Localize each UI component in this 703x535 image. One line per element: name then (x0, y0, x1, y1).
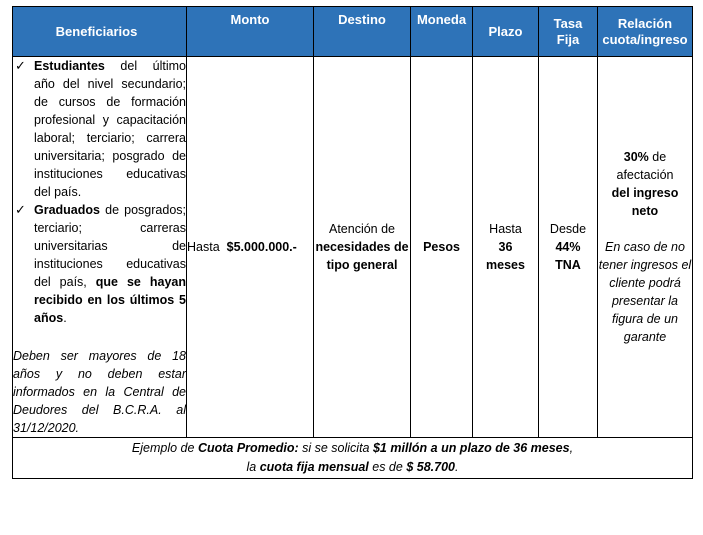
footer-text: . (454, 460, 459, 474)
moneda-cell (411, 57, 473, 438)
main-row (13, 57, 693, 438)
header-destino: Destino (314, 7, 411, 57)
header-monto: Monto (187, 7, 314, 57)
plazo-cell (473, 57, 539, 438)
footer-text: la (246, 460, 260, 474)
destino-cell (314, 57, 411, 438)
footer-bold: Cuota Promedio: (197, 441, 299, 455)
footer-bold: $1 millón a un plazo de 36 meses (372, 441, 570, 455)
eligibility-note: Deben ser mayores de 18 años y no deben estar informados en la Central de Deudores del B.C.R.A. al 31/12/2020. (13, 349, 186, 435)
header-beneficiarios: Beneficiarios (13, 7, 187, 57)
tasa-line1: Desde (549, 222, 587, 236)
destino-line1: Atención de (328, 222, 396, 236)
graduados-condition: que se hayan recibido en los últimos 5 años (34, 275, 186, 325)
footer-bold: $ 58.700 (406, 460, 455, 474)
tasa-type: TNA (555, 258, 581, 272)
graduados-label: Graduados (34, 203, 100, 217)
estudiantes-label: Estudiantes (34, 59, 105, 73)
relacion-bold: del ingreso neto (611, 186, 679, 218)
plazo-unit: meses (486, 258, 525, 272)
header-tasa-line2: Fija (556, 31, 580, 47)
beneficiario-item-estudiantes (13, 57, 186, 201)
check-icon: ✓ (15, 58, 26, 73)
footer-text: es de (368, 460, 407, 474)
loan-conditions-table (12, 6, 693, 479)
header-relacion-line1: Relación (617, 15, 673, 31)
tasa-rate: 44% (555, 240, 581, 254)
header-relacion (598, 7, 693, 57)
moneda-value: Pesos (423, 240, 460, 254)
tasa-cell (539, 57, 598, 438)
graduados-period: . (63, 311, 67, 325)
check-icon: ✓ (15, 202, 26, 217)
plazo-number: 36 (498, 240, 513, 254)
footer-text: si se solicita (298, 441, 373, 455)
estudiantes-text: del último año del nivel secundario; de cursos de formación profesional y capacitación laboral; terciario; carrera universitaria; posgrado de instituciones educativas del país. (34, 59, 186, 199)
footer-row (13, 438, 693, 479)
relacion-text: de afectación (616, 150, 674, 182)
monto-amount: $5.000.000.- (226, 240, 297, 254)
footer-text: , (569, 441, 574, 455)
plazo-line1: Hasta (489, 222, 522, 236)
header-tasa-line1: Tasa (553, 15, 583, 31)
header-row (13, 7, 693, 57)
relacion-pct: 30% (623, 150, 649, 164)
monto-prefix: Hasta (187, 240, 224, 254)
beneficiarios-cell (13, 57, 187, 438)
graduados-text: de posgrados; terciario; carreras universitarias de instituciones educativas del país, (34, 203, 186, 289)
monto-cell (187, 57, 314, 438)
header-plazo: Plazo (473, 7, 539, 57)
relacion-cell (598, 57, 693, 438)
header-relacion-line2: cuota/ingreso (602, 31, 688, 47)
footer-text: Ejemplo de (131, 441, 198, 455)
footer-example (13, 438, 693, 479)
header-tasa (539, 7, 598, 57)
relacion-garante-note: En caso de no tener ingresos el cliente podrá presentar la figura de un garante (598, 240, 692, 344)
destino-bold: necesidades de tipo general (315, 240, 409, 272)
footer-bold: cuota fija mensual (259, 460, 369, 474)
beneficiario-item-graduados (13, 201, 186, 327)
beneficiarios-list (13, 57, 186, 327)
header-moneda: Moneda (411, 7, 473, 57)
spacer (598, 220, 692, 238)
